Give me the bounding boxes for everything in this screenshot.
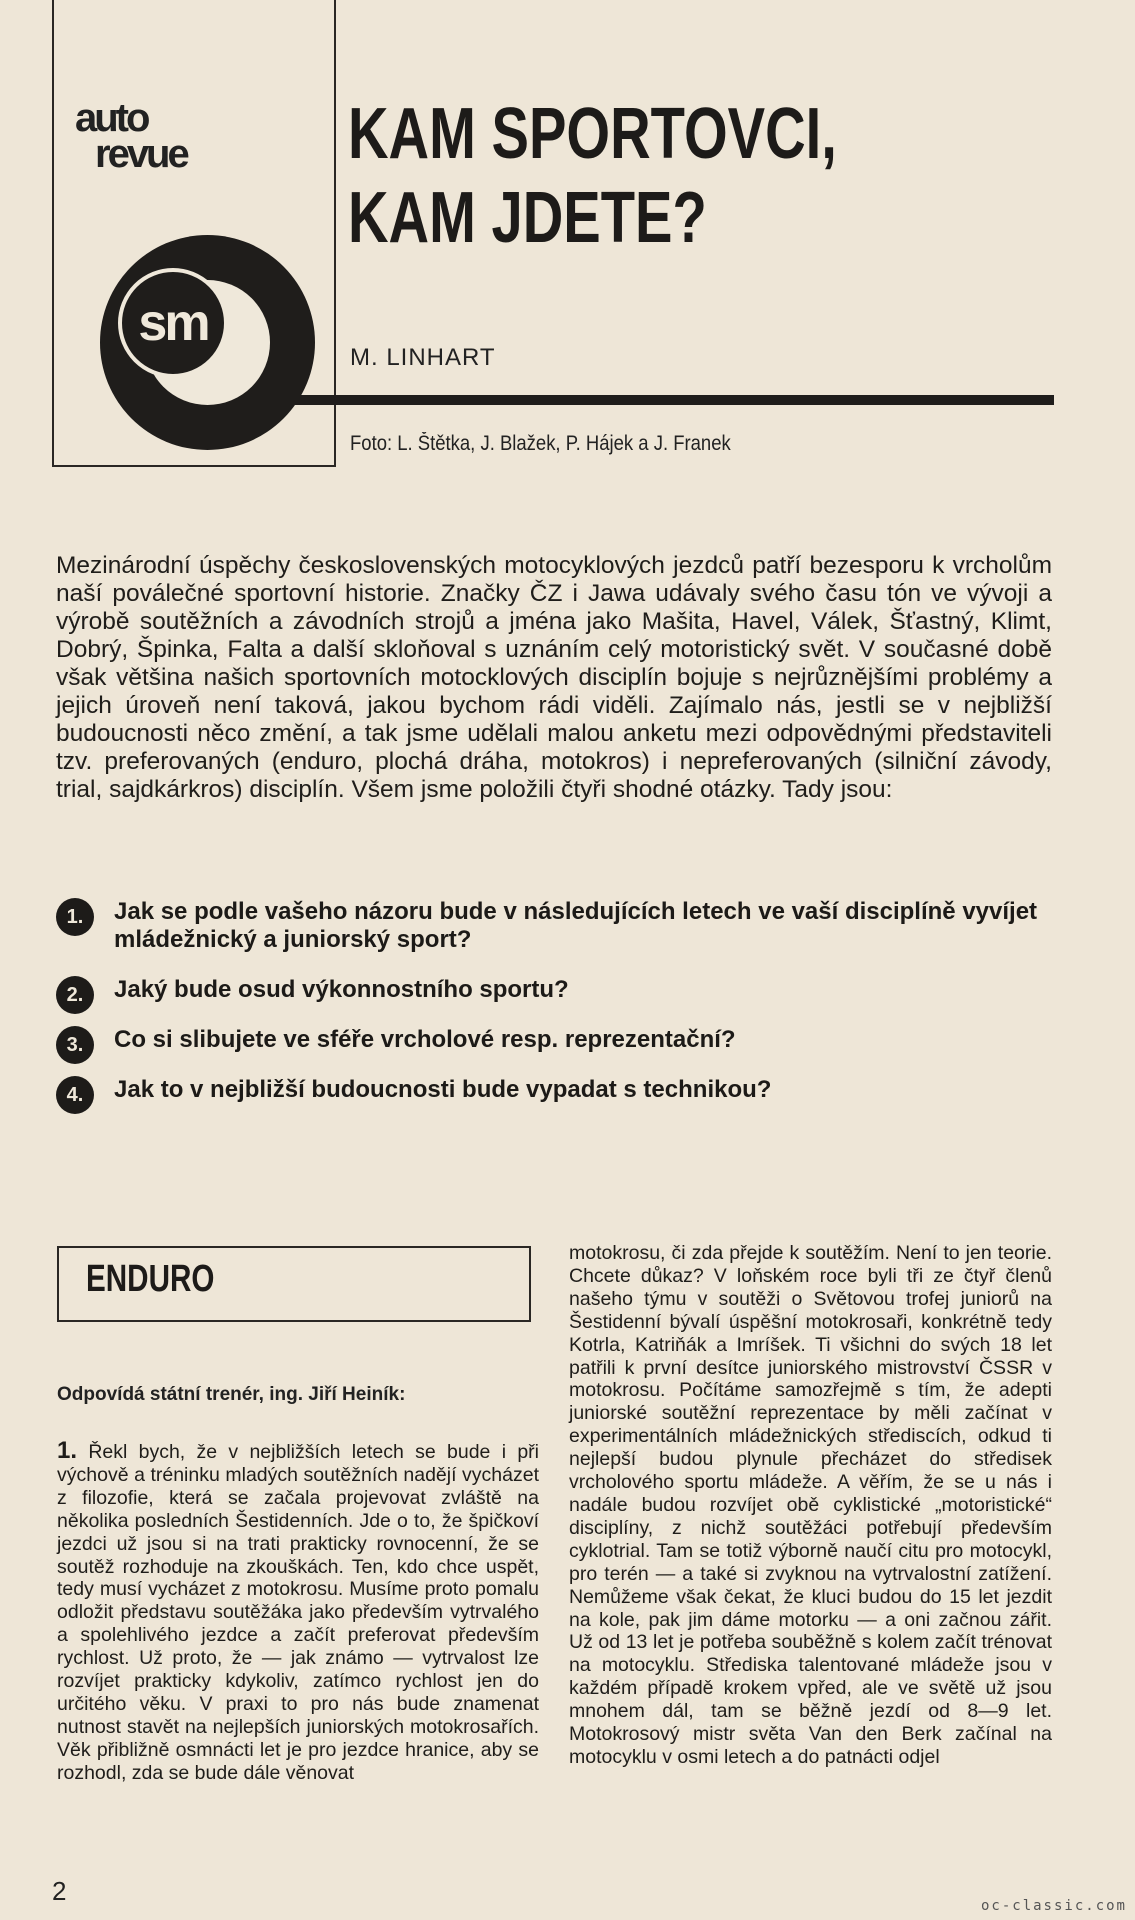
title-line-1: KAM SPORTOVCI, <box>348 94 837 174</box>
autorevue-logo <box>75 96 187 176</box>
title-line-2: KAM JDETE? <box>348 178 707 258</box>
right-column-text: motokrosu, či zda přejde k soutěžím. Není to jen teorie. Chcete důkaz? V loňském roce byli tři ze čtyř členů našeho týmu v soutěži o Světovou trofej juniorů na Šestidenní bývalí úspěšní motokrosaři, konkrétně tedy Kotrla, Katriňák a Imríšek. Ti všichni do svých 18 let patřili k první desítce juniorského mistrovství ČSSR v motokrosu. Počítáme samozřejmě s tím, že adepti juniorské soutěžní reprezentace by měli začínat v experimentálních mládežnických střediscích, odkud ti nejlepší budou plynule přecházet do středisek vrcholového sportu mládeže. A věřím, že se u nás i nadále budou rozvíjet obě cyklistické „motoristické“ disciplíny, z nichž soutěžáci potřebují především cyklotrial. Tam se totiž výborně naučí citu pro motocykl, pro terén — a také si zvyknou na vytrvalostní zatížení. Nemůžeme však čekat, že kluci budou do 15 let jezdit na kole, pak jim dáme motorku — a oni začnou zářit. Už od 13 let je potřeba souběžně s kolem začít trénovat na motocyklu. Střediska talentované mládeže jsou v každém případě krokem vpřed, ale ve světě už jsou mnohem dál, tam se běžně jezdí od 8—9 let. Motokrosový mistr světa Van den Berk začínal na motocyklu v osmi letech a do patnácti odjel <box>569 1242 1052 1768</box>
respondent-line: Odpovídá státní trenér, ing. Jiří Heiník: <box>57 1384 406 1405</box>
section-title: ENDURO <box>86 1258 215 1300</box>
photo-credit: Foto: L. Štětka, J. Blažek, P. Hájek a J. Franek <box>350 432 731 455</box>
question-item <box>56 1076 1056 1104</box>
question-text: Jak se podle vašeho názoru bude v následujících letech ve vaší disciplíně vyvíjet mládežnický a juniorský sport? <box>114 898 1038 953</box>
page-number: 2 <box>52 1876 67 1906</box>
intro-paragraph: Mezinárodní úspěchy československých motocyklových jezdců patří bezesporu k vrcholům naší poválečné sportovní historie. Značky ČZ i Jawa udávaly svého času tón ve vývoji a výrobě soutěžních a závodních strojů a jména jako Mašita, Havel, Válek, Šťastný, Klimt, Dobrý, Špinka, Falta a další skloňoval s uznáním celý motoristický svět. V současné době však většina našich sportovních motocklových disciplín bojuje s nejrůznějšími problémy a jejich úroveň není taková, jakou bychom rádi viděli. Zajímalo nás, jestli se v nejbližší budoucnosti něco změní, a tak jsme udělali malou anketu mezi odpovědnými představiteli tzv. preferovaných (enduro, plochá dráha, motokros) i nepreferovaných (silniční závody, trial, sajdkárkros) disciplín. Všem jsme položili čtyři shodné otázky. Tady jsou: <box>56 552 1052 803</box>
answer-number: 1. <box>57 1437 78 1464</box>
author: M. LINHART <box>350 344 496 371</box>
header-rule <box>292 395 1054 405</box>
question-number-badge: 4. <box>56 1076 94 1114</box>
question-item <box>56 898 1056 954</box>
sm-monogram: sm <box>118 268 228 378</box>
watermark: oc-classic.com <box>980 1898 1127 1914</box>
question-text: Jak to v nejbližší budoucnosti bude vypadat s technikou? <box>114 1076 772 1103</box>
logo-line-auto: auto <box>75 96 148 140</box>
question-item <box>56 976 1056 1004</box>
logo-line-revue: revue <box>95 132 187 176</box>
left-column-text <box>57 1437 539 1785</box>
article-title <box>348 92 894 260</box>
question-number-badge: 1. <box>56 898 94 936</box>
question-list <box>56 898 1056 1126</box>
question-text: Co si slibujete ve sféře vrcholové resp. reprezentační? <box>114 1026 736 1053</box>
question-number-badge: 3. <box>56 1026 94 1064</box>
question-item <box>56 1026 1056 1054</box>
question-text: Jaký bude osud výkonnostního sportu? <box>114 976 569 1003</box>
left-column-body: Řekl bych, že v nejbližších letech se bude i při výchově a tréninku mladých soutěžních nadějí vycházet z filozofie, která se začala projevovat zvláště na několika posledních Šestidenních. Jde o to, že špičkoví jezdci už jsou si na trati prakticky rovnocenní, že se soutěž rozhoduje na zkouškách. Ten, kdo chce uspět, tedy musí vycházet z motokrosu. Musíme proto pomalu odložit představu soutěžáka jako především vytrvalého a spolehlivého jezdce a začít preferovat především rychlost. Už proto, že — jak známo — vytrvalost lze rozvíjet prakticky kdykoliv, zatímco rychlost jen do určitého věku. V praxi to pro nás bude znamenat nutnost stavět na nejlepších juniorských motokrosařích. Věk přibližně osmnácti let je pro jezdce hranice, aby se rozhodl, zda se bude dále věnovat <box>57 1441 539 1784</box>
question-number-badge: 2. <box>56 976 94 1014</box>
